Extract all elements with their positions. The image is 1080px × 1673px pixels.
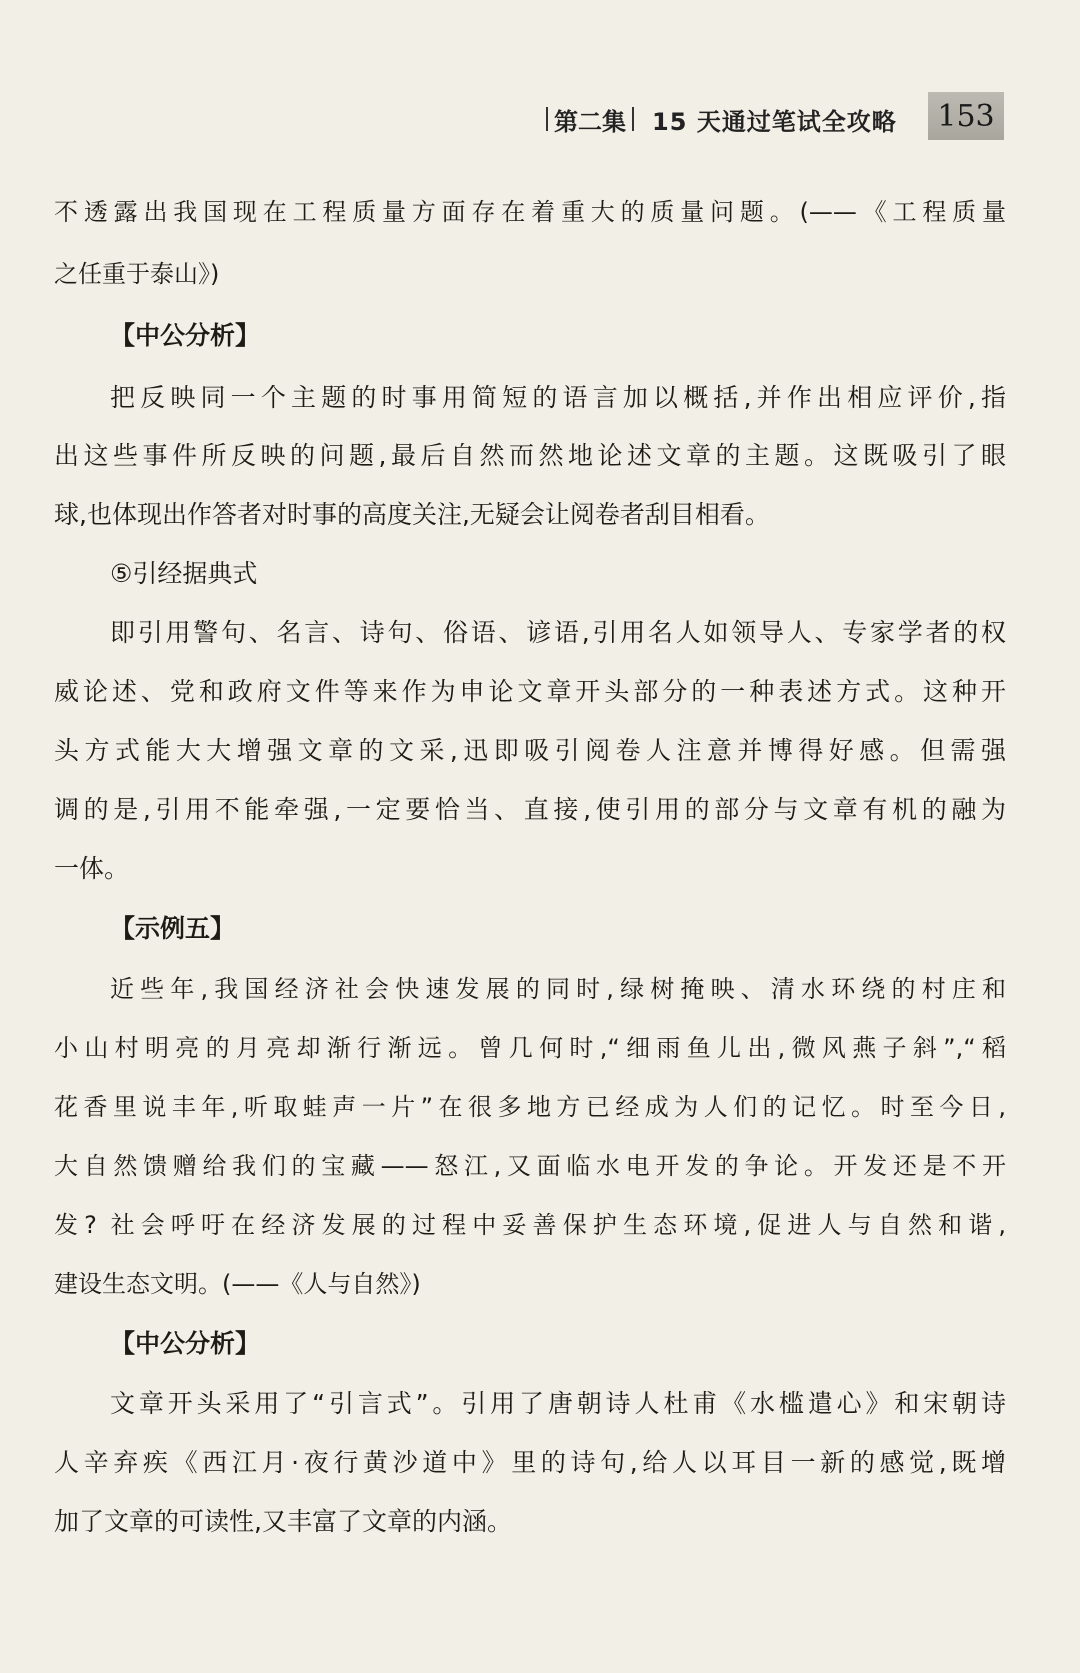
section-heading: 【中公分析】 xyxy=(110,321,261,350)
text-line: 调的是,引用不能牵强,一定要恰当、直接,使引用的部分与文章有机的融为 xyxy=(54,795,1006,824)
header-divider xyxy=(632,107,634,131)
header-series: 第二集 xyxy=(554,107,626,136)
method-title: ⑤引经据典式 xyxy=(110,559,258,588)
text-line: 出这些事件所反映的问题,最后自然而然地论述文章的主题。这既吸引了眼 xyxy=(54,441,1006,470)
text-line: 威论述、党和政府文件等来作为申论文章开头部分的一种表述方式。这种开 xyxy=(54,677,1006,706)
text-line: 发? 社会呼吁在经济发展的过程中妥善保护生态环境,促进人与自然和谐, xyxy=(54,1211,1006,1239)
page-number: 153 xyxy=(928,92,1004,140)
header-divider xyxy=(546,107,548,131)
running-header xyxy=(540,94,897,144)
text-line: 即引用警句、名言、诗句、俗语、谚语,引用名人如领导人、专家学者的权 xyxy=(110,618,1006,647)
text-line: 球,也体现出作答者对时事的高度关注,无疑会让阅卷者刮目相看。 xyxy=(54,500,770,529)
section-heading: 【中公分析】 xyxy=(110,1329,261,1358)
text-line: 建设生态文明。(——《人与自然》) xyxy=(54,1270,421,1298)
text-line: 不透露出我国现在工程质量方面存在着重大的质量问题。(——《工程质量 xyxy=(54,198,1006,226)
text-line: 花香里说丰年,听取蛙声一片”在很多地方已经成为人们的记忆。时至今日, xyxy=(54,1093,1006,1121)
text-line: 之任重于泰山》) xyxy=(54,260,220,288)
text-line: 把反映同一个主题的时事用简短的语言加以概括,并作出相应评价,指 xyxy=(110,383,1006,412)
text-line: 大自然馈赠给我们的宝藏——怒江,又面临水电开发的争论。开发还是不开 xyxy=(54,1152,1006,1180)
text-line: 头方式能大大增强文章的文采,迅即吸引阅卷人注意并博得好感。但需强 xyxy=(54,736,1006,765)
header-title: 15 天通过笔试全攻略 xyxy=(652,107,897,136)
text-line: 文章开头采用了“引言式”。引用了唐朝诗人杜甫《水槛遣心》和宋朝诗 xyxy=(110,1389,1006,1418)
text-line: 小山村明亮的月亮却渐行渐远。曾几何时,“细雨鱼儿出,微风燕子斜”,“稻 xyxy=(54,1034,1006,1062)
text-line: 加了文章的可读性,又丰富了文章的内涵。 xyxy=(54,1507,512,1536)
section-heading: 【示例五】 xyxy=(110,914,236,943)
text-line: 近些年,我国经济社会快速发展的同时,绿树掩映、清水环绕的村庄和 xyxy=(110,975,1006,1003)
text-line: 一体。 xyxy=(54,854,130,883)
text-line: 人辛弃疾《西江月·夜行黄沙道中》里的诗句,给人以耳目一新的感觉,既增 xyxy=(54,1448,1006,1477)
